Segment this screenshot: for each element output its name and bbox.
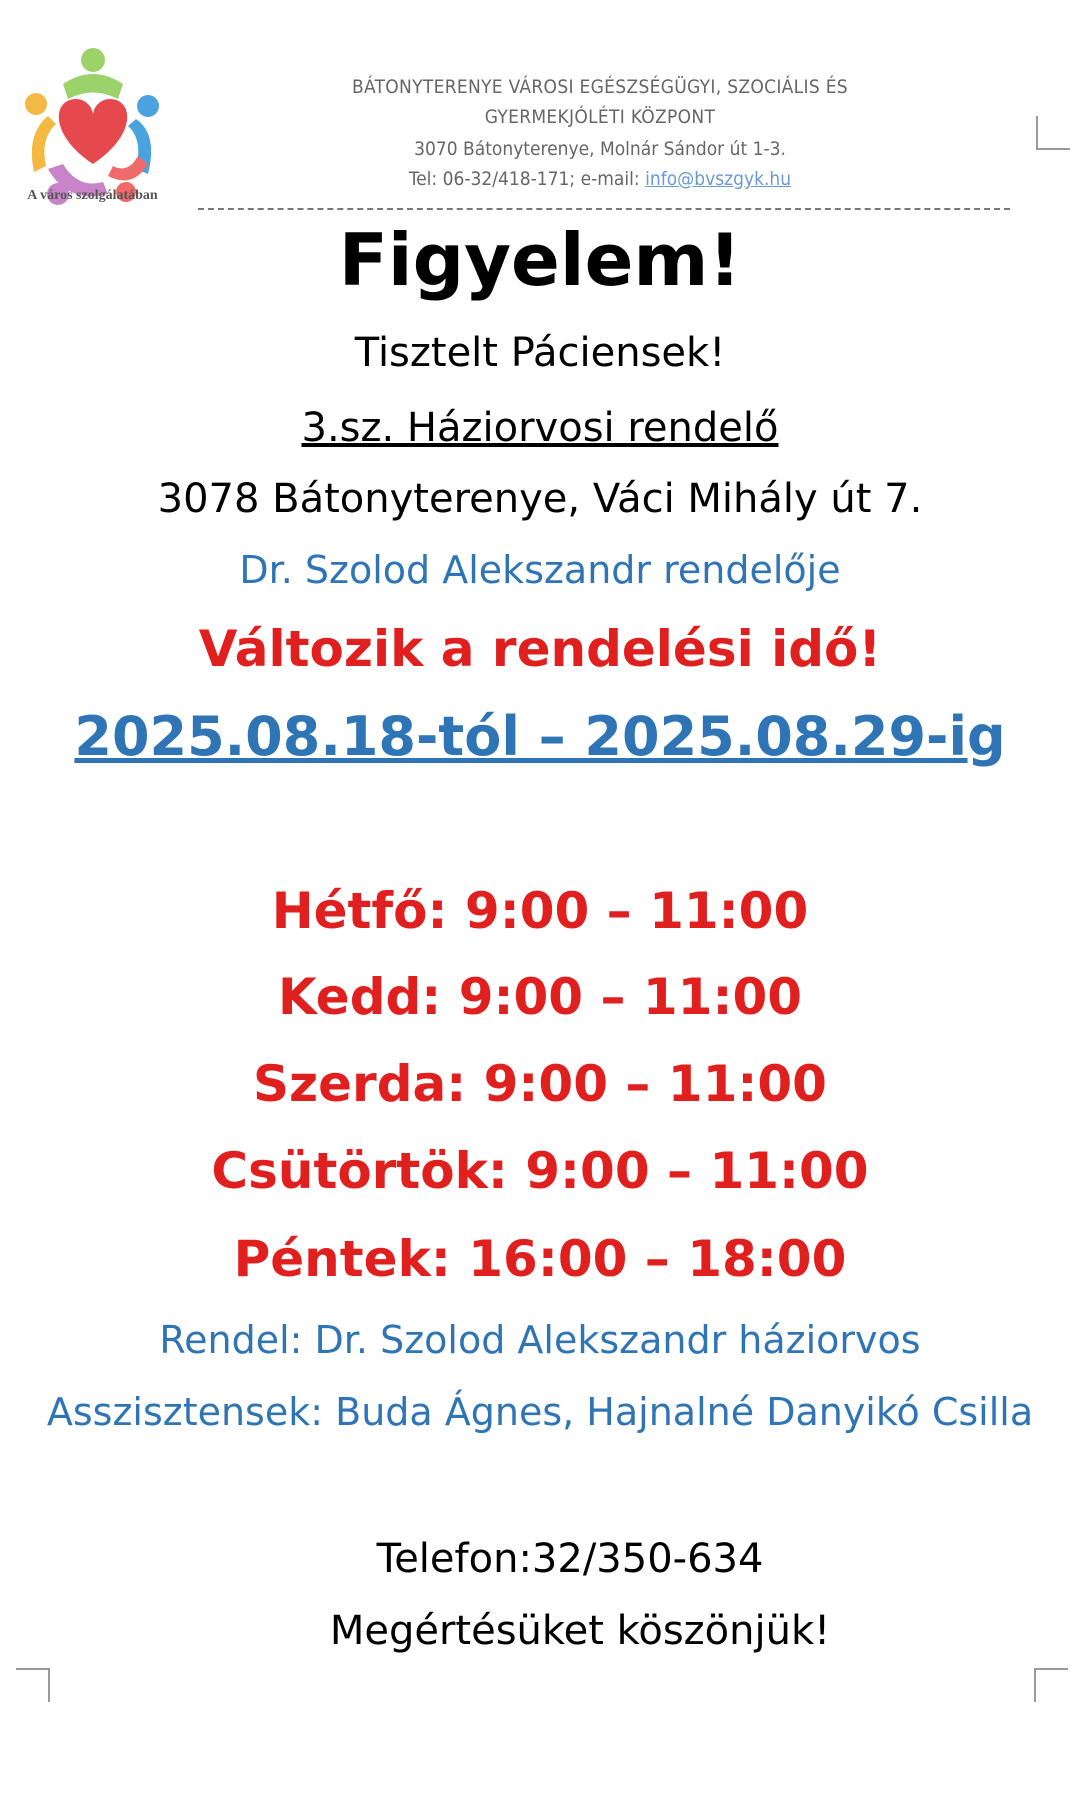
header-divider xyxy=(198,208,1010,210)
date-range: 2025.08.18-tól – 2025.08.29-ig xyxy=(74,705,1006,768)
letterhead xyxy=(330,72,870,194)
office-address: 3078 Bátonyterenye, Váci Mihály út 7. xyxy=(157,476,923,522)
doctor-office: Dr. Szolod Alekszandr rendelője xyxy=(239,548,841,592)
notice-title: Figyelem! xyxy=(338,218,742,302)
schedule-thursday: Csütörtök: 9:00 – 11:00 xyxy=(211,1142,869,1200)
schedule-wednesday: Szerda: 9:00 – 11:00 xyxy=(253,1055,827,1113)
doctor-line: Rendel: Dr. Szolod Alekszandr háziorvos xyxy=(159,1318,921,1362)
office-name: 3.sz. Háziorvosi rendelő xyxy=(301,405,779,451)
schedule-tuesday: Kedd: 9:00 – 11:00 xyxy=(277,968,803,1026)
schedule-friday: Péntek: 16:00 – 18:00 xyxy=(233,1230,847,1288)
change-notice: Változik a rendelési idő! xyxy=(198,620,882,678)
corner-mark xyxy=(16,1668,50,1702)
organization-address: 3070 Bátonyterenye, Molnár Sándor út 1-3. xyxy=(414,138,786,160)
schedule-monday: Hétfő: 9:00 – 11:00 xyxy=(271,882,809,940)
logo-caption: A város szolgálatában xyxy=(27,188,158,203)
contact-phone-text: Tel: 06-32/418-171; e-mail: xyxy=(408,168,646,190)
thanks-line: Megértésüket köszönjük! xyxy=(329,1608,831,1654)
assistants-line: Asszisztensek: Buda Ágnes, Hajnalné Danyikó Csilla xyxy=(46,1390,1034,1434)
phone-line: Telefon:32/350-634 xyxy=(376,1536,764,1582)
email-link[interactable]: info@bvszgyk.hu xyxy=(645,168,792,190)
corner-mark xyxy=(1034,1668,1068,1702)
organization-name: BÁTONYTERENYE VÁROSI EGÉSZSÉGÜGYI, SZOCIÁLIS ÉS GYERMEKJÓLÉTI KÖZPONT xyxy=(352,76,848,128)
organization-contact xyxy=(330,164,870,194)
corner-mark xyxy=(1036,116,1070,150)
greeting: Tisztelt Páciensek! xyxy=(354,330,726,376)
